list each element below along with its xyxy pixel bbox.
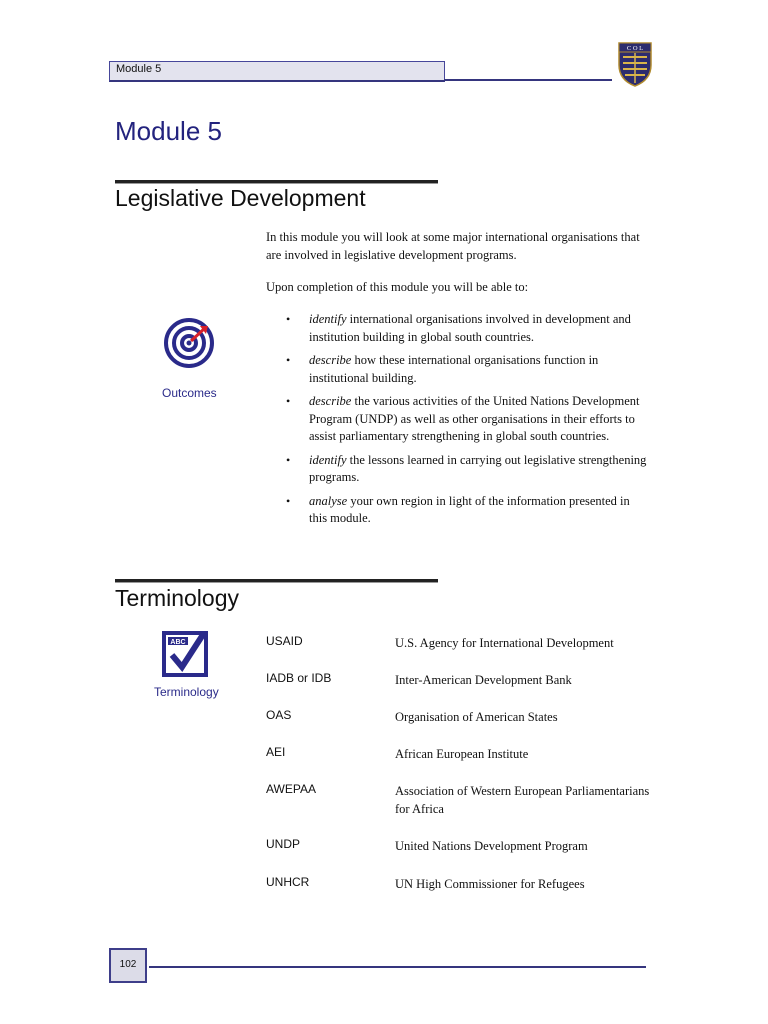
page-title: Module 5 — [115, 116, 222, 146]
target-icon — [164, 318, 214, 368]
outcome-verb: analyse — [309, 493, 348, 508]
term-definition: Association of Western European Parliamentarians for Africa — [395, 784, 650, 816]
header-rule — [444, 79, 612, 81]
section-rule-terminology — [115, 579, 438, 582]
list-item — [266, 352, 650, 387]
outcome-text: how these international organisations function in institutional building. — [309, 353, 599, 385]
outcome-verb: identify — [309, 312, 347, 326]
term-abbreviation: AEI — [266, 745, 286, 759]
list-item — [266, 393, 650, 446]
bullet-icon: • — [286, 353, 291, 367]
outcome-text: the various activities of the United Nations Development Program (UNDP) as well as other organisations in their efforts to assist parliamentary strengthening in global south countries. — [309, 394, 640, 443]
section-rule-legislative — [115, 180, 438, 183]
term-definition: Inter-American Development Bank — [395, 673, 572, 687]
running-title: Module 5 — [116, 63, 162, 75]
list-item — [266, 311, 650, 346]
logo-text: C O L — [626, 45, 644, 52]
intro-paragraph: In this module you will look at some major international organisations that are involved in legislative development programs. — [266, 230, 640, 262]
section-title-legislative: Legislative Development — [115, 185, 366, 211]
terminology-label: Terminology — [154, 685, 219, 699]
outcome-verb: describe — [309, 394, 352, 408]
term-abbreviation: OAS — [266, 708, 292, 722]
list-item — [266, 493, 650, 528]
term-abbreviation: UNDP — [266, 837, 301, 851]
term-definition: United Nations Development Program — [395, 839, 588, 853]
bullet-icon: • — [286, 493, 291, 508]
page-number: 102 — [119, 959, 137, 970]
outcome-text: international organisations involved in development and institution building in global south countries. — [309, 312, 631, 344]
section-title-terminology: Terminology — [115, 585, 239, 611]
bullet-icon: • — [286, 394, 291, 408]
list-item — [266, 452, 650, 487]
outcome-verb: identify — [309, 452, 347, 467]
term-abbreviation: UNHCR — [266, 875, 310, 889]
footer-rule — [149, 966, 646, 968]
outcome-verb: describe — [309, 353, 352, 367]
outcome-text: your own region in light of the information presented in this module. — [309, 493, 630, 525]
term-abbreviation: AWEPAA — [266, 782, 317, 796]
term-abbreviation: USAID — [266, 634, 303, 648]
outcomes-list — [266, 311, 650, 534]
outcomes-lead: Upon completion of this module you will be able to: — [266, 280, 529, 294]
outcomes-label: Outcomes — [162, 386, 217, 400]
col-logo-icon — [617, 41, 653, 87]
term-definition: U.S. Agency for International Development — [395, 636, 614, 650]
abc-checkbox-icon — [162, 629, 210, 679]
bullet-icon: • — [286, 452, 291, 467]
outcome-text: the lessons learned in carrying out legislative strengthening programs. — [309, 452, 647, 484]
abc-text: ABC — [170, 639, 186, 646]
term-abbreviation: IADB or IDB — [266, 671, 332, 685]
term-definition: Organisation of American States — [395, 710, 558, 724]
bullet-icon: • — [286, 312, 291, 326]
term-definition: African European Institute — [395, 747, 529, 761]
term-definition: UN High Commissioner for Refugees — [395, 877, 585, 891]
